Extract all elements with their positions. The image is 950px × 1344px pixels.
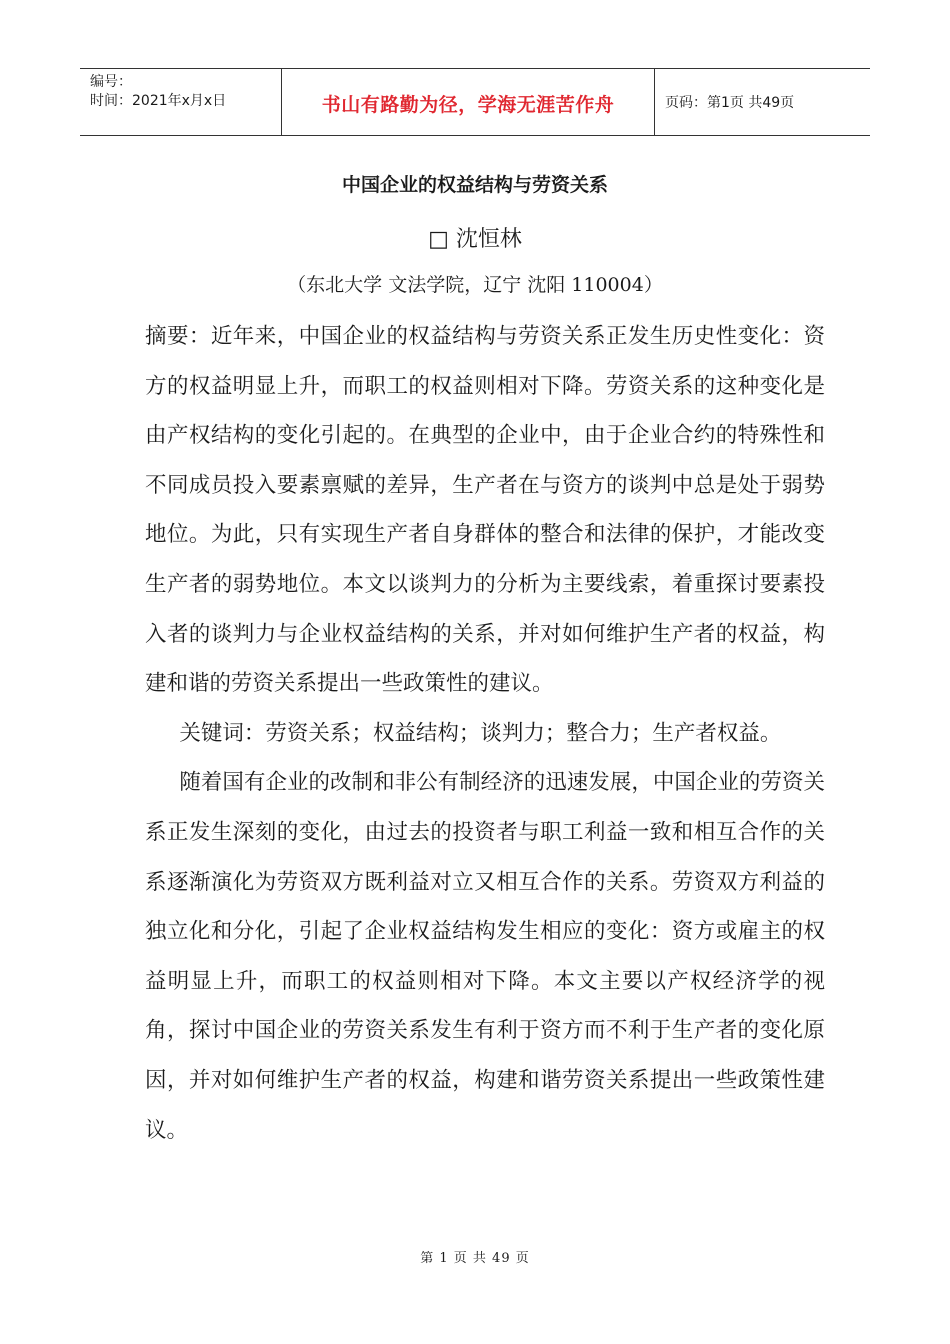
article-body [145, 312, 825, 1155]
intro-paragraph: 随着国有企业的改制和非公有制经济的迅速发展，中国企业的劳资关系正发生深刻的变化，由过去的投资者与职工利益一致和相互合作的关系逐渐演化为劳资双方既利益对立又相互合作的关系。劳资双方利益的独立化和分化，引起了企业权益结构发生相应的变化：资方或雇主的权益明显上升，而职工的权益则相对下降。本文主要以产权经济学的视角，探讨中国企业的劳资关系发生有利于资方而不利于生产者的变化原因，并对如何维护生产者的权益，构建和谐劳资关系提出一些政策性建议。 [145, 770, 825, 1143]
article-affiliation: （东北大学 文法学院，辽宁 沈阳 110004） [287, 274, 663, 296]
keywords-paragraph: 关键词：劳资关系；权益结构；谈判力；整合力；生产者权益。 [179, 720, 782, 746]
header-meta-cell [80, 69, 282, 135]
motto-text: 书山有路勤为径，学海无涯苦作舟 [321, 93, 615, 116]
date-label: 时间：2021年x月x日 [90, 93, 227, 109]
page-info: 页码：第1页 共49页 [665, 95, 795, 111]
document-header [80, 68, 870, 136]
header-page-cell [655, 69, 870, 135]
article-author: □ 沈恒林 [428, 227, 522, 252]
abstract-paragraph: 摘要：近年来，中国企业的权益结构与劳资关系正发生历史性变化：资方的权益明显上升，而职工的权益则相对下降。劳资关系的这种变化是由产权结构的变化引起的。在典型的企业中，由于企业合约的特殊性和不同成员投入要素禀赋的差异，生产者在与资方的谈判中总是处于弱势地位。为此，只有实现生产者自身群体的整合和法律的保护，才能改变生产者的弱势地位。本文以谈判力的分析为主要线索，着重探讨要素投入者的谈判力与企业权益结构的关系，并对如何维护生产者的权益，构建和谐的劳资关系提出一些政策性的建议。 [145, 324, 825, 697]
number-label: 编号： [90, 74, 132, 90]
page-footer: 第 1 页 共 49 页 [420, 1251, 530, 1266]
header-motto-cell [282, 69, 655, 135]
article-title: 中国企业的权益结构与劳资关系 [341, 174, 608, 196]
